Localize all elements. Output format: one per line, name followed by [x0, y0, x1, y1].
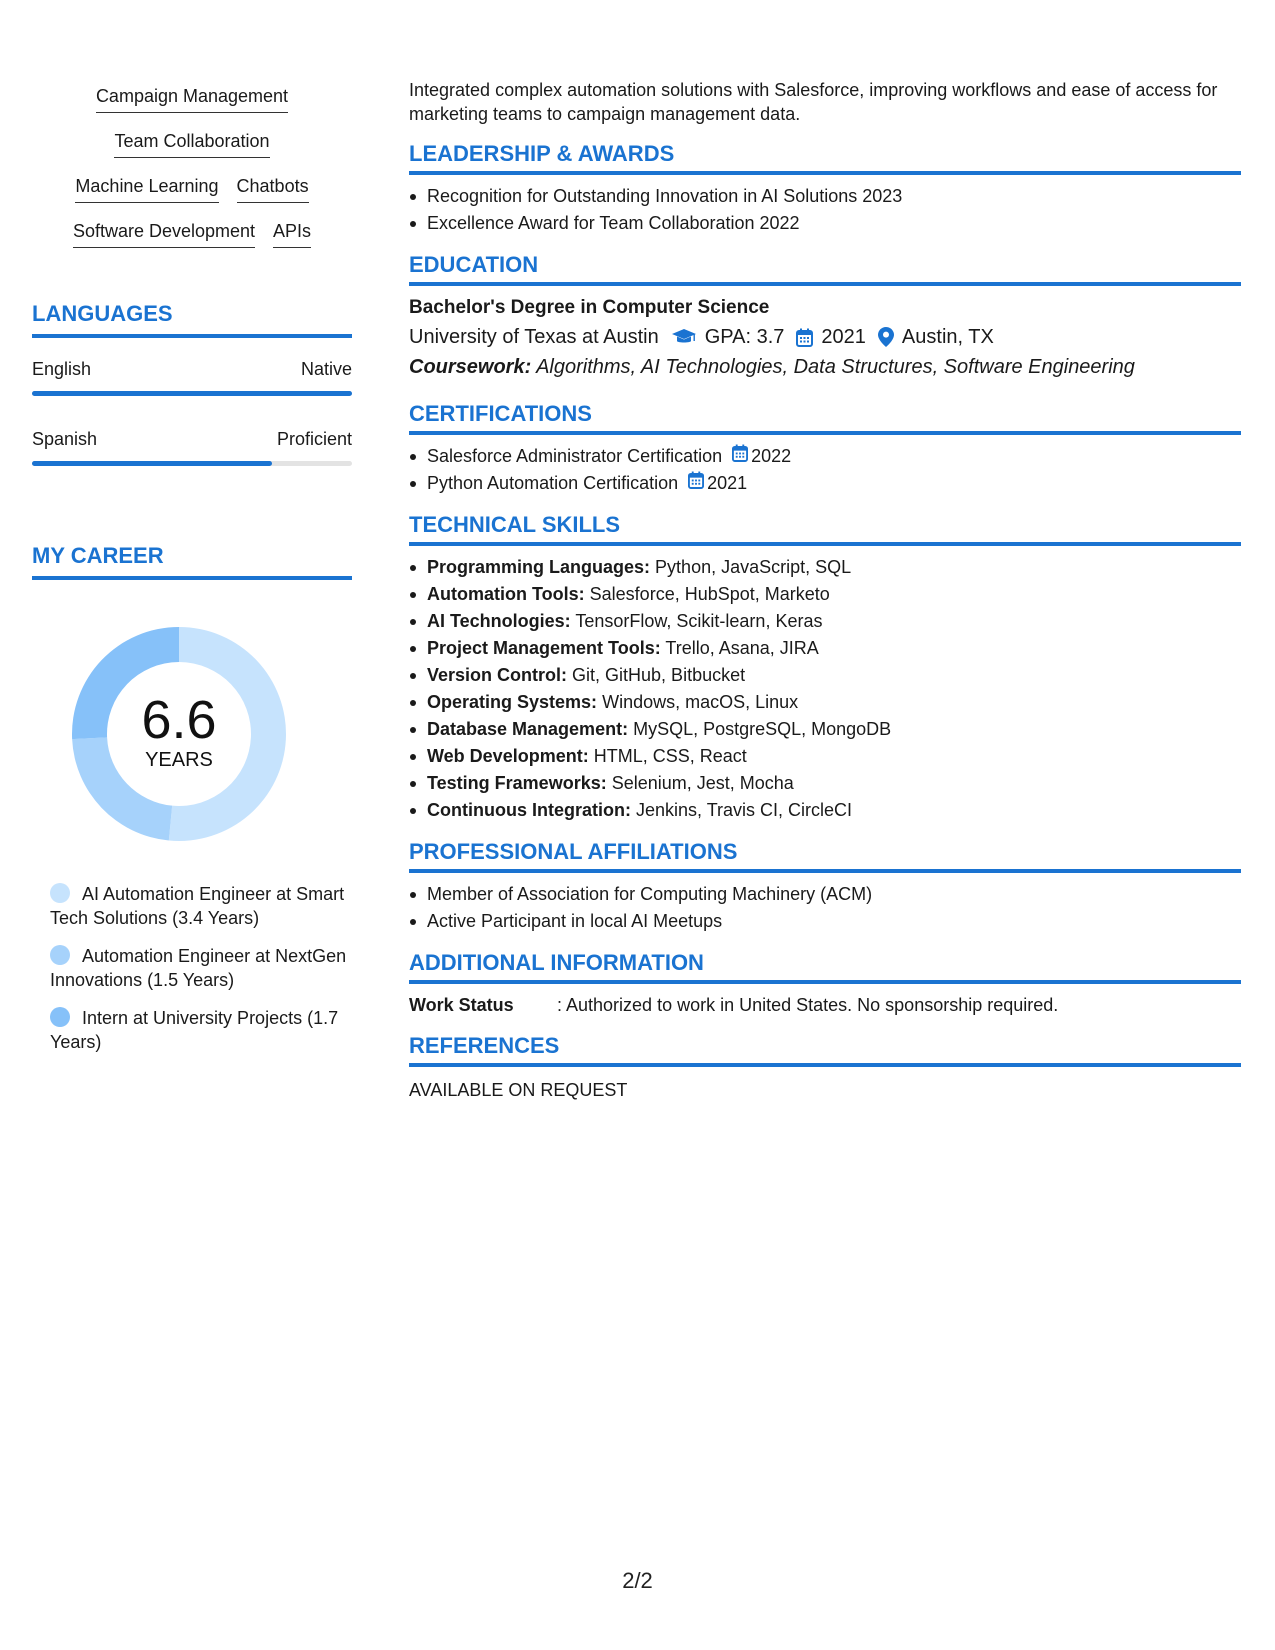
main-content	[409, 78, 1241, 1103]
skill-values: Trello, Asana, JIRA	[665, 638, 819, 658]
map-pin-icon	[878, 327, 894, 347]
work-status-row	[409, 992, 1241, 1018]
list-item: Excellence Award for Team Collaboration 2022	[409, 210, 1241, 237]
list-item	[409, 689, 1241, 716]
legend-dot	[50, 883, 70, 903]
language-bar	[32, 461, 352, 466]
skill-tags	[32, 84, 352, 264]
calendar-icon	[732, 443, 751, 470]
section-heading: PROFESSIONAL AFFILIATIONS	[409, 838, 1241, 873]
skill-values: Git, GitHub, Bitbucket	[572, 665, 746, 685]
languages-heading: LANGUAGES	[32, 300, 352, 338]
skill-category: Version Control:	[427, 665, 568, 685]
affiliations-list	[409, 881, 1241, 935]
list-item	[409, 635, 1241, 662]
skill-category: Continuous Integration:	[427, 800, 631, 820]
skill-values: MySQL, PostgreSQL, MongoDB	[633, 719, 892, 739]
skill-category: Project Management Tools:	[427, 638, 661, 658]
language-name: English	[32, 359, 92, 379]
career-label: Intern at University Projects (1.7 Years)	[50, 1008, 339, 1052]
section-heading: REFERENCES	[409, 1032, 1241, 1067]
skill-row	[32, 219, 352, 264]
graduation-cap-icon	[671, 328, 697, 346]
school-location: Austin, TX	[901, 326, 994, 348]
skill-values: Python, JavaScript, SQL	[655, 557, 852, 577]
language-name: Spanish	[32, 429, 98, 449]
section-heading: ADDITIONAL INFORMATION	[409, 949, 1241, 984]
degree-title: Bachelor's Degree in Computer Science	[409, 297, 770, 318]
career-label: AI Automation Engineer at Smart Tech Solutions (3.4 Years)	[50, 884, 345, 928]
section-heading: CERTIFICATIONS	[409, 400, 1241, 435]
career-heading: MY CAREER	[32, 542, 352, 580]
work-status-value: : Authorized to work in United States. No sponsorship required.	[557, 995, 1059, 1015]
skill-tag: Software Development	[73, 219, 255, 248]
skill-tag: Team Collaboration	[114, 129, 269, 158]
coursework-label: Coursework:	[409, 356, 532, 378]
career-item	[50, 1006, 350, 1054]
education-details	[409, 322, 1241, 352]
skill-tag: APIs	[273, 219, 311, 248]
language-level: Native	[300, 359, 352, 379]
certification-year: 2021	[707, 473, 748, 493]
school-name: University of Texas at Austin	[409, 326, 659, 348]
skill-values: HTML, CSS, React	[593, 746, 747, 766]
list-item	[409, 470, 1241, 497]
certification-name: Salesforce Administrator Certification	[427, 446, 723, 466]
awards-list	[409, 183, 1241, 237]
skill-category: AI Technologies:	[427, 611, 571, 631]
skill-values: Salesforce, HubSpot, Marketo	[589, 584, 830, 604]
experience-description: Integrated complex automation solutions with Salesforce, improving workflows and ease of access for marketing teams to campaign management data.	[409, 80, 1218, 124]
certifications-list	[409, 443, 1241, 497]
skill-category: Database Management:	[427, 719, 629, 739]
additional-info-section	[409, 949, 1241, 1018]
list-item: Recognition for Outstanding Innovation in AI Solutions 2023	[409, 183, 1241, 210]
list-item	[409, 608, 1241, 635]
skill-values: Jenkins, Travis CI, CircleCI	[635, 800, 853, 820]
section-heading: EDUCATION	[409, 251, 1241, 286]
language-bar-fill	[32, 391, 352, 396]
skill-row	[32, 129, 352, 174]
skill-values: Windows, macOS, Linux	[602, 692, 799, 712]
list-item	[409, 770, 1241, 797]
skill-tag: Chatbots	[237, 174, 309, 203]
skill-category: Operating Systems:	[427, 692, 598, 712]
language-item	[32, 358, 352, 396]
career-legend	[50, 882, 350, 1068]
skill-row	[32, 84, 352, 129]
language-bar-fill	[32, 461, 272, 466]
certifications-section	[409, 400, 1241, 497]
career-item	[50, 882, 350, 930]
section-heading: LEADERSHIP & AWARDS	[409, 140, 1241, 175]
technical-skills-list	[409, 554, 1241, 824]
skill-category: Programming Languages:	[427, 557, 651, 577]
skill-values: Selenium, Jest, Mocha	[611, 773, 794, 793]
skill-category: Web Development:	[427, 746, 589, 766]
coursework	[409, 352, 1241, 382]
list-item	[409, 662, 1241, 689]
list-item	[409, 743, 1241, 770]
donut-center	[66, 621, 292, 847]
legend-dot	[50, 945, 70, 965]
total-years-unit: YEARS	[145, 749, 213, 771]
certification-name: Python Automation Certification	[427, 473, 679, 493]
gpa: GPA: 3.7	[704, 326, 785, 348]
list-item	[409, 797, 1241, 824]
total-years-value: 6.6	[141, 690, 217, 750]
career-item	[50, 944, 350, 992]
coursework-list: Algorithms, AI Technologies, Data Structures, Software Engineering	[536, 356, 1135, 378]
certification-year: 2022	[751, 446, 792, 466]
skill-category: Testing Frameworks:	[427, 773, 607, 793]
affiliations-section	[409, 838, 1241, 935]
language-item	[32, 428, 352, 466]
skill-values: TensorFlow, Scikit-learn, Keras	[575, 611, 823, 631]
list-item	[409, 443, 1241, 470]
legend-dot	[50, 1007, 70, 1027]
graduation-year: 2021	[821, 326, 866, 348]
references-section	[409, 1032, 1241, 1103]
education-section	[409, 251, 1241, 382]
references-text: AVAILABLE ON REQUEST	[409, 1080, 628, 1100]
career-label: Automation Engineer at NextGen Innovations (1.5 Years)	[50, 946, 347, 990]
leadership-section	[409, 140, 1241, 237]
language-bar	[32, 391, 352, 396]
list-item	[409, 581, 1241, 608]
list-item: Active Participant in local AI Meetups	[409, 908, 1241, 935]
skill-row	[32, 174, 352, 219]
list-item	[409, 554, 1241, 581]
language-level: Proficient	[276, 429, 352, 449]
skill-tag: Machine Learning	[75, 174, 218, 203]
list-item: Member of Association for Computing Machinery (ACM)	[409, 881, 1241, 908]
work-status-label: Work Status	[409, 995, 514, 1015]
page-number: 2/2	[622, 1568, 653, 1593]
list-item	[409, 716, 1241, 743]
skill-category: Automation Tools:	[427, 584, 585, 604]
skill-tag: Campaign Management	[96, 84, 288, 113]
calendar-icon	[688, 470, 707, 497]
career-donut-chart	[66, 621, 292, 847]
calendar-icon	[796, 328, 813, 347]
section-heading: TECHNICAL SKILLS	[409, 511, 1241, 546]
technical-skills-section	[409, 511, 1241, 824]
